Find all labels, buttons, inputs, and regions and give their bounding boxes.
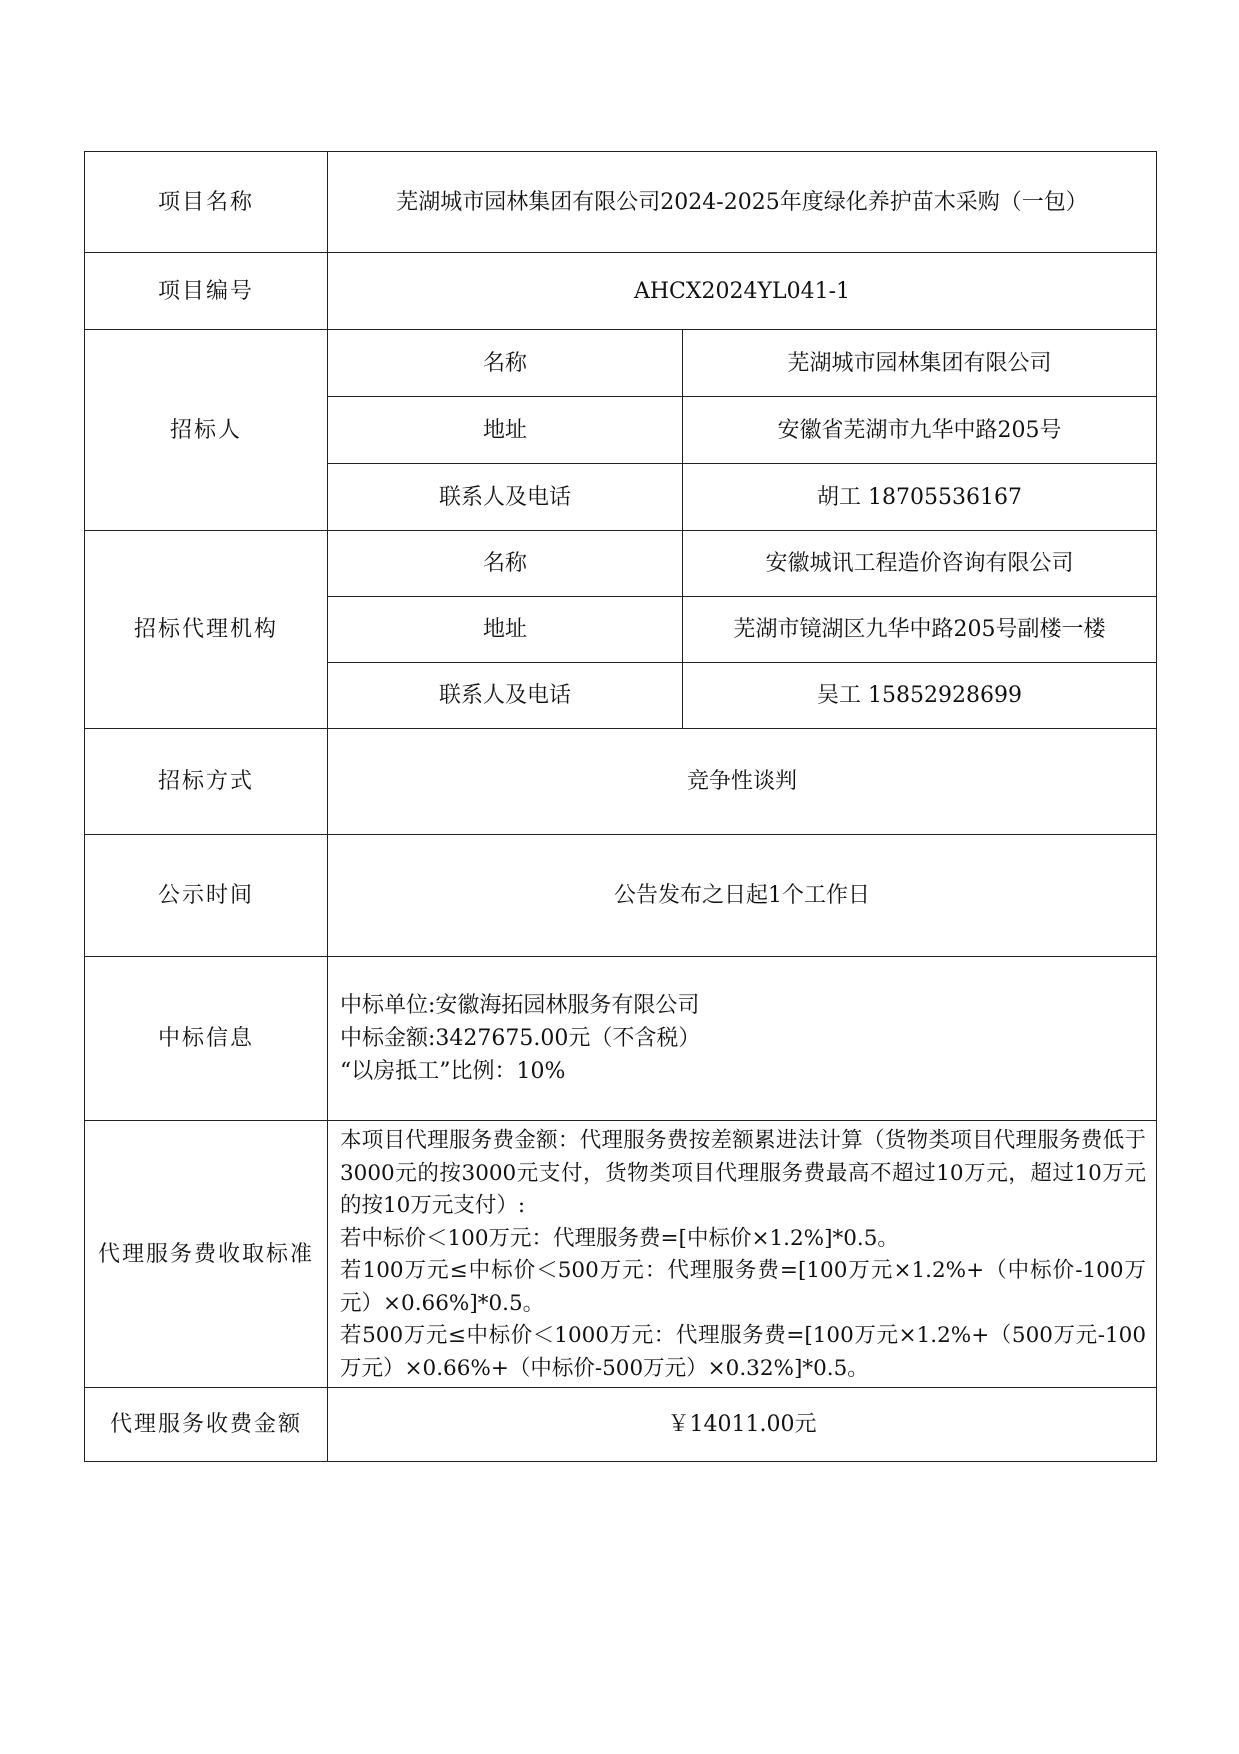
row-project-number	[85, 253, 1157, 330]
award-info	[328, 957, 1157, 1121]
project-name-label: 项目名称	[85, 152, 328, 253]
row-agency-name	[85, 531, 1157, 597]
fee-standard-rule-3: 若500万元≤中标价＜1000万元：代理服务费=[100万元×1.2%+（500万元-100万元）×0.66%+（中标价-500万元）×0.32%]*0.5。	[340, 1323, 1147, 1381]
row-fee-amount	[85, 1388, 1157, 1462]
row-method	[85, 729, 1157, 835]
fee-amount-label: 代理服务收费金额	[85, 1388, 328, 1462]
tenderer-contact-value: 胡工 18705536167	[683, 464, 1157, 531]
publicity-value: 公告发布之日起1个工作日	[328, 835, 1157, 957]
fee-standard-label: 代理服务费收取标准	[85, 1121, 328, 1388]
award-notice-table	[84, 151, 1157, 1462]
agency-contact-label: 联系人及电话	[328, 663, 683, 729]
tenderer-address-label: 地址	[328, 397, 683, 464]
row-fee-standard	[85, 1121, 1157, 1388]
tenderer-address-value: 安徽省芜湖市九华中路205号	[683, 397, 1157, 464]
agency-label: 招标代理机构	[85, 531, 328, 729]
publicity-label: 公示时间	[85, 835, 328, 957]
method-label: 招标方式	[85, 729, 328, 835]
fee-standard-intro: 本项目代理服务费金额：代理服务费按差额累进法计算（货物类项目代理服务费低于3000元的按3000元支付，货物类项目代理服务费最高不超过10万元，超过10万元的按10万元支付）:	[340, 1128, 1147, 1218]
fee-standard-rule-1: 若中标价＜100万元：代理服务费=[中标价×1.2%]*0.5。	[340, 1225, 899, 1251]
award-ratio: “以房抵工”比例：10%	[340, 1059, 566, 1084]
tenderer-contact-label: 联系人及电话	[328, 464, 683, 531]
project-name-value: 芜湖城市园林集团有限公司2024-2025年度绿化养护苗木采购（一包）	[328, 152, 1157, 253]
award-amount: 中标金额:3427675.00元（不含税）	[340, 1026, 701, 1051]
agency-address-value: 芜湖市镜湖区九华中路205号副楼一楼	[683, 597, 1157, 663]
project-number-value: AHCX2024YL041-1	[328, 253, 1157, 330]
fee-standard-text	[328, 1121, 1157, 1388]
award-label: 中标信息	[85, 957, 328, 1121]
fee-amount-value: ￥14011.00元	[328, 1388, 1157, 1462]
agency-name-label: 名称	[328, 531, 683, 597]
award-winner: 中标单位:安徽海拓园林服务有限公司	[340, 993, 700, 1018]
tenderer-label: 招标人	[85, 330, 328, 531]
project-number-label: 项目编号	[85, 253, 328, 330]
method-value: 竞争性谈判	[328, 729, 1157, 835]
row-publicity	[85, 835, 1157, 957]
fee-standard-rule-2: 若100万元≤中标价＜500万元：代理服务费=[100万元×1.2%+（中标价-100万元）×0.66%]*0.5。	[340, 1258, 1147, 1316]
agency-address-label: 地址	[328, 597, 683, 663]
tenderer-name-label: 名称	[328, 330, 683, 397]
tenderer-name-value: 芜湖城市园林集团有限公司	[683, 330, 1157, 397]
agency-name-value: 安徽城讯工程造价咨询有限公司	[683, 531, 1157, 597]
row-tenderer-name	[85, 330, 1157, 397]
agency-contact-value: 吴工 15852928699	[683, 663, 1157, 729]
row-award	[85, 957, 1157, 1121]
row-project-name	[85, 152, 1157, 253]
